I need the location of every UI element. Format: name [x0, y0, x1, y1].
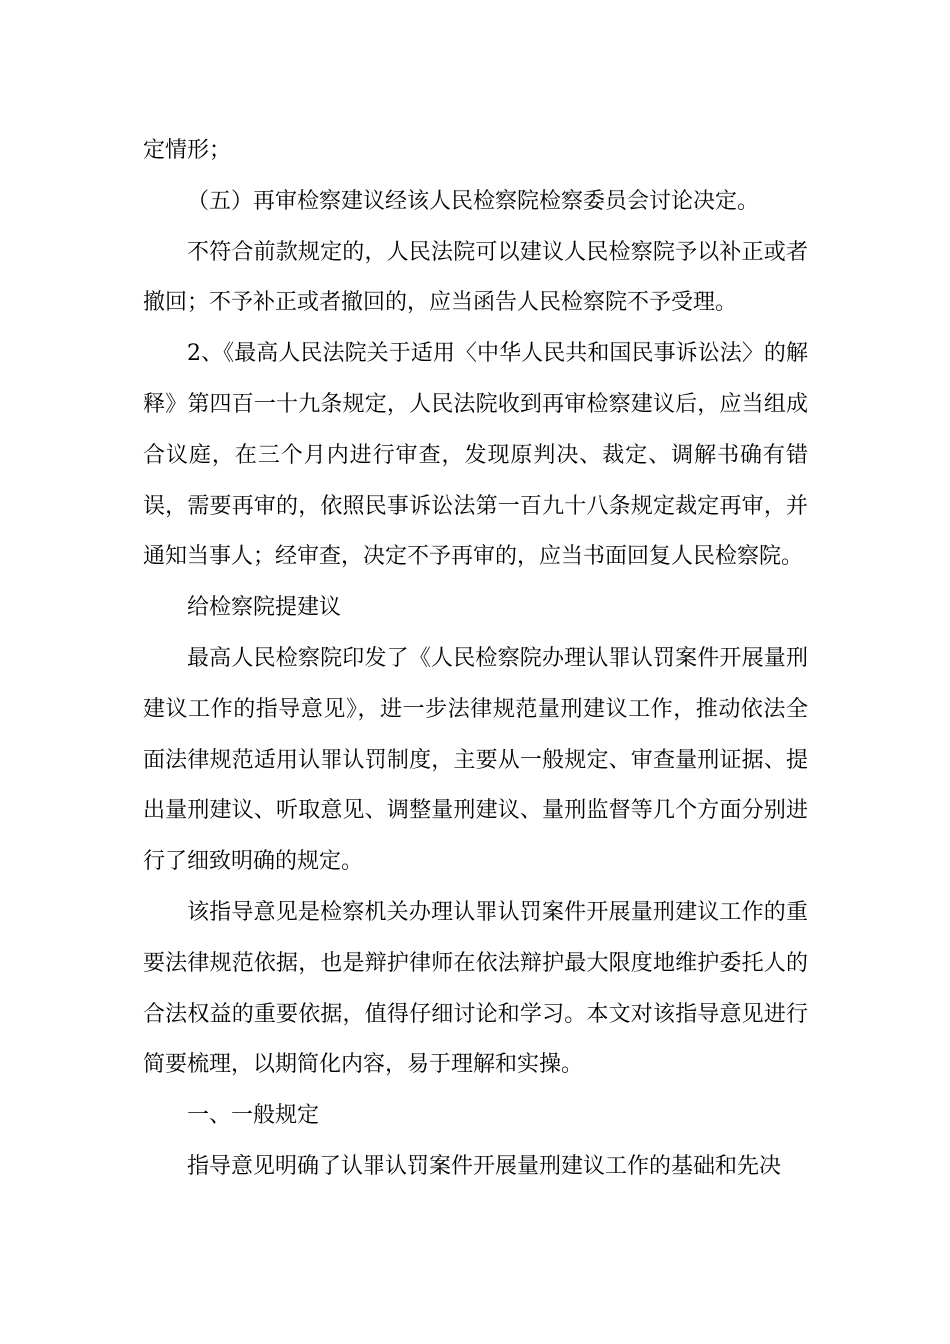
- paragraph-6: 最高人民检察院印发了《人民检察院办理认罪认罚案件开展量刑建议工作的指导意见》，进一步法律规范量刑建议工作，推动依法全面法律规范适用认罪认罚制度，主要从一般规定、审查量刑证据、提出量刑建议、听取意见、调整量刑建议、量刑监督等几个方面分别进行了细致明确的规定。: [143, 645, 808, 875]
- section-heading-suggestion: 给检察院提建议: [187, 595, 342, 621]
- paragraph-4: 2、《最高人民法院关于适用〈中华人民共和国民事诉讼法〉的解释》第四百一十九条规定，人民法院收到再审检察建议后，应当组成合议庭，在三个月内进行审查，发现原判决、裁定、调解书确有错误，需要再审的，依照民事诉讼法第一百九十八条规定裁定再审，并通知当事人；经审查，决定不予再审的，应当书面回复人民检察院。: [143, 341, 808, 570]
- document-body: [143, 126, 808, 1193]
- paragraph-7: 该指导意见是检察机关办理认罪认罚案件开展量刑建议工作的重要法律规范依据，也是辩护律师在依法辩护最大限度地维护委托人的合法权益的重要依据，值得仔细讨论和学习。本文对该指导意见进行简要梳理，以期简化内容，易于理解和实操。: [143, 899, 808, 1078]
- paragraph-9: 指导意见明确了认罪认罚案件开展量刑建议工作的基础和先决: [187, 1153, 782, 1179]
- paragraph-3: 不符合前款规定的，人民法院可以建议人民检察院予以补正或者撤回；不予补正或者撤回的，应当函告人民检察院不予受理。: [143, 239, 808, 316]
- section-heading-general: 一、一般规定: [187, 1103, 320, 1129]
- paragraph-2: （五）再审检察建议经该人民检察院检察委员会讨论决定。: [187, 188, 760, 214]
- paragraph-1: 定情形；: [143, 138, 232, 163]
